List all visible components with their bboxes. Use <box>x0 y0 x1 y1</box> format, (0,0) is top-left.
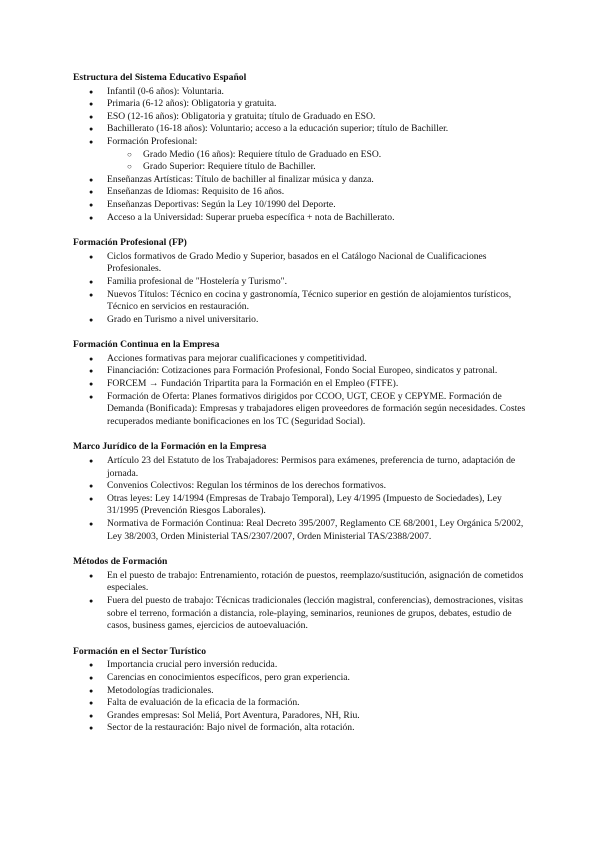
list-item: ● Artículo 23 del Estatuto de los Trabajadores: Permisos para exámenes, preferencia de turno, adaptación de jornada. <box>73 455 533 480</box>
list-item: ● Enseñanzas de Idiomas: Requisito de 16 años. <box>73 186 533 199</box>
section-heading: Estructura del Sistema Educativo Español <box>73 72 247 83</box>
bullet-list <box>73 251 533 327</box>
list-item: ● Grado en Turismo a nivel universitario. <box>73 314 533 327</box>
list-item: ● Acciones formativas para mejorar cualificaciones y competitividad. <box>73 353 533 366</box>
section-heading: Marco Jurídico de la Formación en la Empresa <box>73 441 267 453</box>
sub-list-item: ○ Grado Superior: Requiere título de Bachiller. <box>107 161 533 174</box>
list-item: ● Primaria (6-12 años): Obligatoria y gratuita. <box>73 98 533 111</box>
bullet-list <box>73 455 533 543</box>
section-heading: Formación Continua en la Empresa <box>73 339 220 351</box>
list-item: ● Acceso a la Universidad: Superar prueba específica + nota de Bachillerato. <box>73 212 533 225</box>
document-page <box>73 72 533 748</box>
list-item: ● ESO (12-16 años): Obligatoria y gratuita; título de Graduado en ESO. <box>73 111 533 124</box>
bullet-list <box>73 86 533 225</box>
list-item: ● Grandes empresas: Sol Meliá, Port Aventura, Paradores, NH, Riu. <box>73 710 533 723</box>
list-item: ● Otras leyes: Ley 14/1994 (Empresas de Trabajo Temporal), Ley 4/1995 (Impuesto de Sociedades), Ley 31/1995 (Prevención Riesgos Laborales). <box>73 493 533 518</box>
list-item: ● Normativa de Formación Continua: Real Decreto 395/2007, Reglamento CE 68/2001, Ley Orgánica 5/2002, Ley 38/2003, Orden Ministerial TAS/2307/2007, Orden Ministerial TAS/2388/2007. <box>73 518 533 543</box>
bullet-list <box>73 659 533 735</box>
list-item: ● En el puesto de trabajo: Entrenamiento, rotación de puestos, reemplazo/sustitución, asignación de cometidos especiales. <box>73 570 533 595</box>
list-item: ● Nuevos Títulos: Técnico en cocina y gastronomía, Técnico superior en gestión de alojamientos turísticos, Técnico en servicios en restauración. <box>73 289 533 314</box>
list-item: ● Bachillerato (16-18 años): Voluntario; acceso a la educación superior; título de Bachiller. <box>73 123 533 136</box>
list-item <box>73 136 533 174</box>
sub-bullet-list <box>107 149 533 174</box>
section-heading: Formación en el Sector Turístico <box>73 645 207 657</box>
list-item-text: Formación Profesional: <box>107 135 198 147</box>
list-item: ● Familia profesional de "Hostelería y Turismo". <box>73 276 533 289</box>
list-item: ● Infantil (0-6 años): Voluntaria. <box>73 86 533 99</box>
section-estructura <box>73 72 533 224</box>
list-item: ● Fuera del puesto de trabajo: Técnicas tradicionales (lección magistral, conferencias), demostraciones, visitas sobre el terreno, formación a distancia, role-playing, seminarios, reuniones de grupos, debates, estudio de casos, business games, ejercicios de autoevaluación. <box>73 595 533 633</box>
list-item: ● FORCEM → Fundación Tripartita para la Formación en el Empleo (FTFE). <box>73 378 533 391</box>
section-formacion-continua <box>73 339 533 428</box>
list-item: ● Financiación: Cotizaciones para Formación Profesional, Fondo Social Europeo, sindicatos y patronal. <box>73 365 533 378</box>
bullet-list <box>73 570 533 633</box>
list-item: ● Carencias en conocimientos específicos, pero gran experiencia. <box>73 672 533 685</box>
section-marco-juridico <box>73 441 533 543</box>
list-item: ● Enseñanzas Artísticas: Título de bachiller al finalizar música y danza. <box>73 174 533 187</box>
list-item: ● Importancia crucial pero inversión reducida. <box>73 659 533 672</box>
list-item: ● Falta de evaluación de la eficacia de la formación. <box>73 697 533 710</box>
list-item: ● Sector de la restauración: Bajo nivel de formación, alta rotación. <box>73 722 533 735</box>
section-sector-turistico <box>73 646 533 735</box>
section-heading: Métodos de Formación <box>73 556 168 568</box>
section-metodos <box>73 556 533 633</box>
section-heading: Formación Profesional (FP) <box>73 237 187 249</box>
list-item: ● Ciclos formativos de Grado Medio y Superior, basados en el Catálogo Nacional de Cualificaciones Profesionales. <box>73 251 533 276</box>
bullet-list <box>73 353 533 429</box>
section-formacion-profesional <box>73 237 533 326</box>
list-item: ● Formación de Oferta: Planes formativos dirigidos por CCOO, UGT, CEOE y CEPYME. Formación de Demanda (Bonificada): Empresas y trabajadores eligen proveedores de formación según necesidades. Costes recuperados mediante bonificaciones en los TC (Seguridad Social). <box>73 391 533 429</box>
sub-list-item: ○ Grado Medio (16 años): Requiere título de Graduado en ESO. <box>107 149 533 162</box>
list-item: ● Metodologías tradicionales. <box>73 685 533 698</box>
list-item: ● Convenios Colectivos: Regulan los términos de los derechos formativos. <box>73 480 533 493</box>
list-item: ● Enseñanzas Deportivas: Según la Ley 10/1990 del Deporte. <box>73 199 533 212</box>
